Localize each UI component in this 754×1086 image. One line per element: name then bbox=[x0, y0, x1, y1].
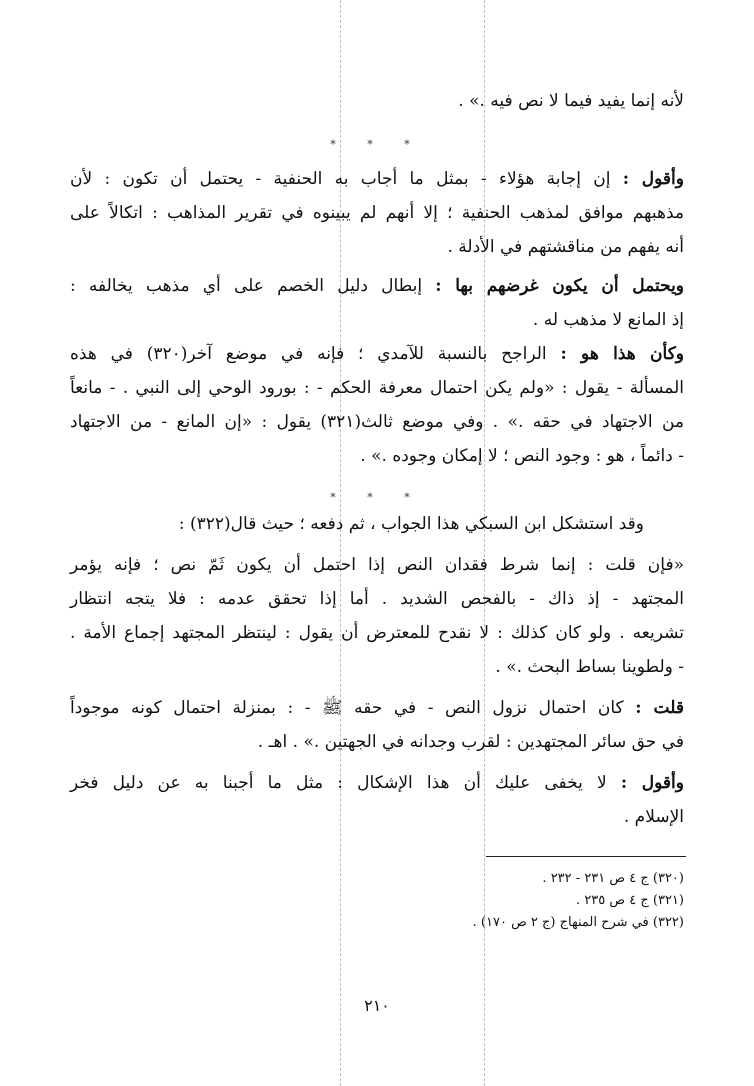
paragraph-line: ويحتمل أن يكون غرضهم بها : إبطال دليل الخصم على أي مذهب يخالفه : bbox=[70, 276, 685, 296]
paragraph-lead: ويحتمل أن يكون غرضهم بها : bbox=[435, 276, 685, 296]
paragraph-lead: وأقول : bbox=[620, 773, 684, 793]
paragraph-line: وأقول : لا يخفى عليك أن هذا الإشكال : مثل ما أجبنا به عن دليل فخر bbox=[70, 773, 684, 793]
footnote-rule bbox=[486, 856, 686, 857]
text-line: في حق سائر المجتهدين : لقرب وجدانه في الجهتين .» . اهـ . bbox=[257, 732, 684, 752]
paragraph-line: وأقول : إن إجابة هؤلاء - بمثل ما أجاب به الحنفية - يحتمل أن تكون : لأن bbox=[70, 169, 684, 189]
quote-line: تشريعه . ولو كان كذلك : لا نقدح للمعترض أن يقول : لينتظر المجتهد إجماع الأمة . bbox=[70, 623, 684, 643]
quote-line: «فإن قلت : إنما شرط فقدان النص إذا احتمل أن يكون ثَمّ نص ؛ فإنه يؤمر bbox=[70, 555, 684, 575]
text-line: أنه يفهم من مناقشتهم في الأدلة . bbox=[447, 237, 684, 257]
text-line: مذهبهم موافق لمذهب الحنفية ؛ إلا أنهم لم يبينوه في تقرير المذاهب : اتكالاً على bbox=[70, 203, 684, 223]
page-number: ٢١٠ bbox=[364, 996, 390, 1015]
section-separator: * * * bbox=[330, 138, 424, 151]
footnote: (٣٢٢) في شرح المنهاج (ج ٢ ص ١٧٠) . bbox=[472, 915, 684, 930]
text-line: المسألة - يقول : «ولم يكن احتمال معرفة الحكم - : بورود الوحي إلى النبي . - مانعاً bbox=[70, 378, 684, 398]
quote-line: - ولطوينا بساط البحث .» . bbox=[495, 657, 684, 677]
text-line: - دائماً ، هو : وجود النص ؛ لا إمكان وجوده .» . bbox=[360, 446, 684, 466]
text-line: إذ المانع لا مذهب له . bbox=[532, 310, 684, 330]
section-separator: * * * bbox=[330, 491, 424, 504]
fold-guide-line bbox=[340, 0, 341, 1086]
paragraph-lead: وأقول : bbox=[622, 169, 684, 189]
paragraph-line: وكأن هذا هو : الراجح بالنسبة للآمدي ؛ فإنه في موضع آخر(٣٢٠) في هذه bbox=[70, 344, 684, 364]
paragraph-line: قلت : كان احتمال نزول النص - في حقه ﷺ - : بمنزلة احتمال كونه موجوداً bbox=[70, 698, 684, 718]
paragraph-lead: قلت : bbox=[635, 698, 684, 718]
footnotes bbox=[380, 868, 684, 934]
quote-line: المجتهد - إذ ذاك - بالفحص الشديد . أما إذا تحقق عدمه : فلا يتجه انتظار bbox=[70, 589, 684, 609]
paragraph-lead: وكأن هذا هو : bbox=[560, 344, 684, 364]
text-line: لأنه إنما يفيد فيما لا نص فيه .» . bbox=[458, 91, 684, 111]
footnote: (٣٢١) ج ٤ ص ٢٣٥ . bbox=[576, 893, 684, 908]
text-line: وقد استشكل ابن السبكي هذا الجواب ، ثم دفعه ؛ حيث قال(٣٢٢) : bbox=[178, 514, 644, 534]
text-line: من الاجتهاد في حقه .» . وفي موضع ثالث(٣٢١) يقول : «إن المانع - من الاجتهاد bbox=[70, 412, 684, 432]
text-line: الإسلام . bbox=[623, 807, 684, 827]
footnote: (٣٢٠) ج ٤ ص ٢٣١ - ٢٣٢ . bbox=[542, 871, 684, 886]
